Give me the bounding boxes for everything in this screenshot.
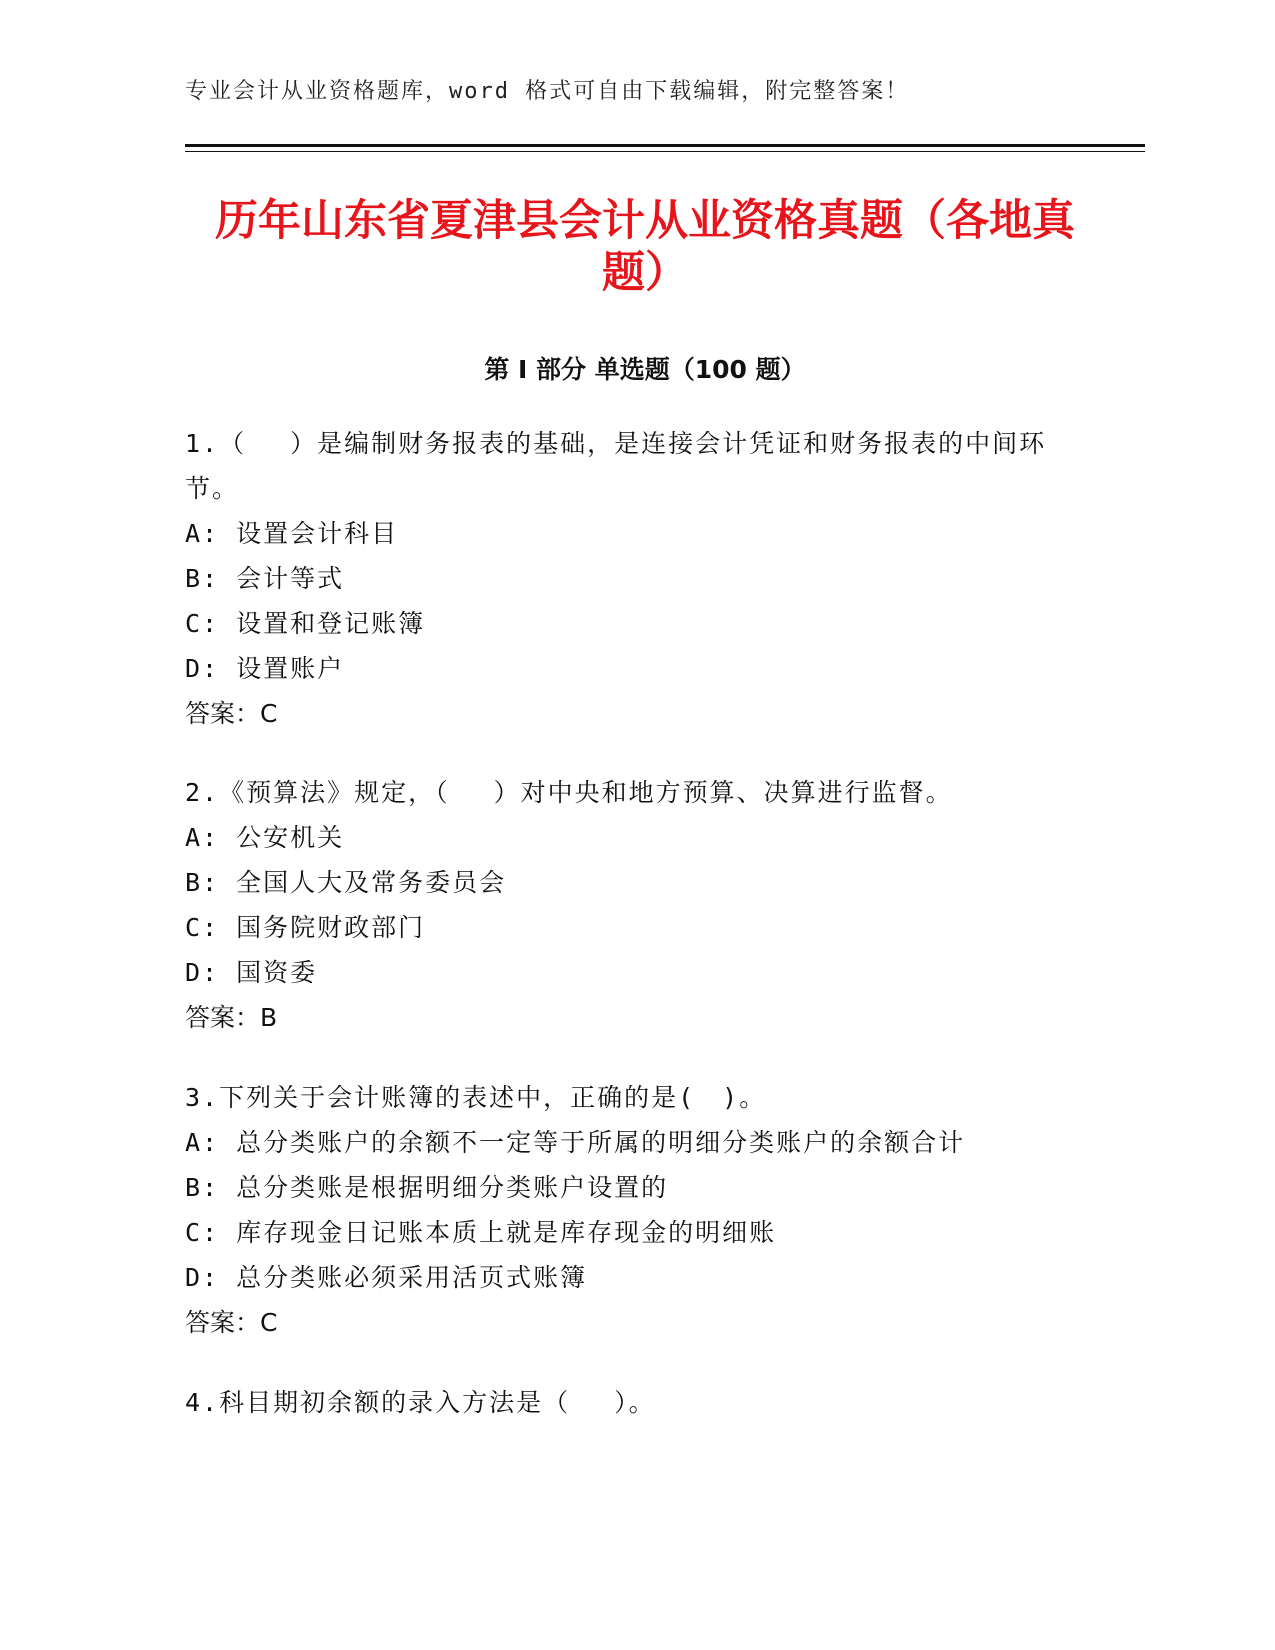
page-title: 历年山东省夏津县会计从业资格真题（各地真题） bbox=[215, 196, 1075, 298]
option-d: D: 设置账户 bbox=[185, 654, 345, 683]
question-3 bbox=[185, 1075, 1085, 1345]
option-d: D: 总分类账必须采用活页式账簿 bbox=[185, 1263, 588, 1292]
option-b: B: 总分类账是根据明细分类账户设置的 bbox=[185, 1173, 669, 1202]
header-rule-thin bbox=[185, 151, 1145, 152]
question-1 bbox=[185, 421, 1085, 736]
option-d: D: 国资委 bbox=[185, 958, 318, 987]
question-stem: 4.科目期初余额的录入方法是（ ）。 bbox=[185, 1388, 656, 1417]
header-rule-thick bbox=[185, 144, 1145, 147]
answer: 答案：B bbox=[185, 1003, 278, 1032]
section-heading: 第 I 部分 单选题（100 题） bbox=[484, 355, 806, 384]
answer: 答案：C bbox=[185, 699, 278, 728]
option-c: C: 国务院财政部门 bbox=[185, 913, 426, 942]
option-c: C: 库存现金日记账本质上就是库存现金的明细账 bbox=[185, 1218, 777, 1247]
question-4 bbox=[185, 1380, 1085, 1425]
question-stem: 3.下列关于会计账簿的表述中，正确的是( )。 bbox=[185, 1083, 767, 1112]
option-a: A: 总分类账户的余额不一定等于所属的明细分类账户的余额合计 bbox=[185, 1128, 966, 1157]
option-a: A: 设置会计科目 bbox=[185, 519, 399, 548]
question-2 bbox=[185, 770, 1085, 1040]
option-c: C: 设置和登记账簿 bbox=[185, 609, 426, 638]
header-note: 专业会计从业资格题库，word 格式可自由下载编辑，附完整答案！ bbox=[185, 79, 910, 104]
option-b: B: 全国人大及常务委员会 bbox=[185, 868, 507, 897]
answer: 答案：C bbox=[185, 1308, 278, 1337]
question-stem: 1.（ ）是编制财务报表的基础，是连接会计凭证和财务报表的中间环节。 bbox=[185, 429, 1047, 503]
question-stem: 2.《预算法》规定，（ ）对中央和地方预算、决算进行监督。 bbox=[185, 778, 953, 807]
option-a: A: 公安机关 bbox=[185, 823, 345, 852]
option-b: B: 会计等式 bbox=[185, 564, 345, 593]
